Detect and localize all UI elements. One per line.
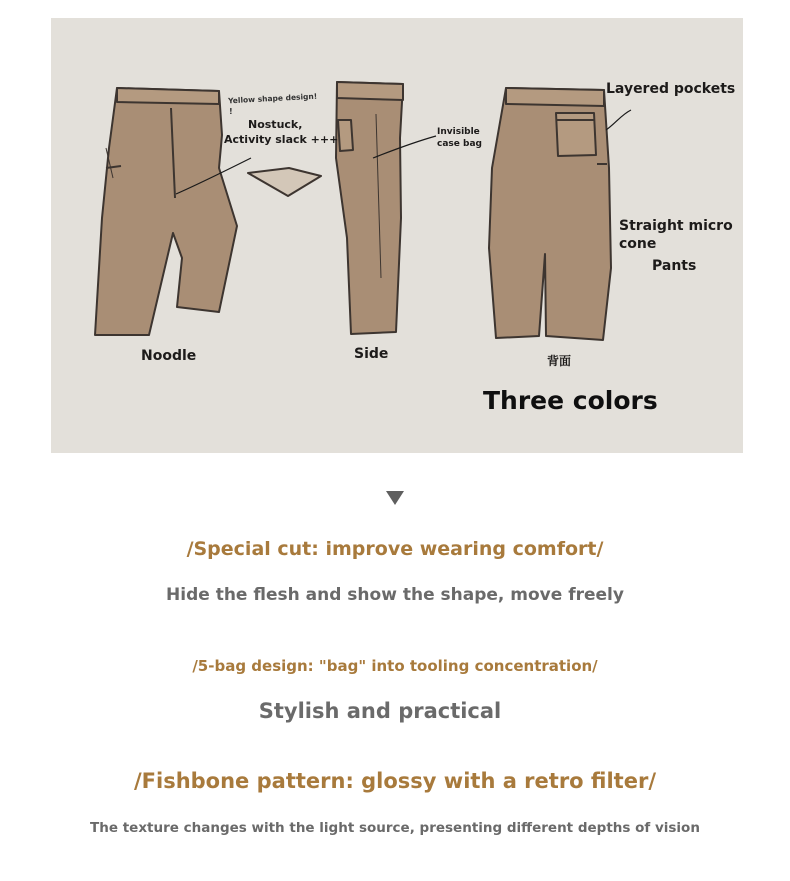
feature-subtext-fishbone: The texture changes with the light source, presenting different depths of vision: [90, 820, 700, 836]
invisible-bag-label: [437, 126, 482, 150]
side-pants-drawing: [336, 82, 403, 334]
triangle-down-icon: [386, 491, 404, 505]
straight-cone-label: [619, 217, 733, 253]
pocket-drawing: [248, 168, 321, 196]
pants-label: Pants: [652, 258, 697, 274]
straight-line-2: cone: [619, 236, 657, 252]
feature-subtext-5-bag: Stylish and practical: [258, 699, 502, 723]
feature-heading-special-cut: /Special cut: improve wearing comfort/: [186, 538, 604, 560]
nostuck-line-1: Nostuck,: [248, 118, 303, 131]
back-view-label: 背面: [547, 354, 572, 368]
exclaim-mark: !: [229, 107, 233, 116]
straight-line-1: Straight micro: [619, 218, 733, 234]
invisible-line-2: case bag: [437, 139, 482, 149]
nostuck-label: [224, 117, 338, 147]
invisible-line-1: Invisible: [437, 127, 480, 137]
three-colors-heading: Three colors: [483, 386, 658, 415]
side-view-label: Side: [354, 346, 389, 362]
layered-pockets-label: Layered pockets: [606, 81, 736, 97]
feature-heading-5-bag: /5-bag design: "bag" into tooling concentration/: [192, 657, 598, 675]
feature-subtext-special-cut: Hide the flesh and show the shape, move freely: [166, 585, 624, 605]
pocket-pointer: [606, 110, 631, 130]
pants-illustration-panel: [51, 18, 743, 453]
feature-heading-fishbone: /Fishbone pattern: glossy with a retro filter/: [133, 769, 656, 793]
yellow-note-label: Yellow shape design!: [227, 91, 318, 106]
nostuck-line-2: Activity slack +++: [224, 133, 339, 146]
front-pants-drawing: [95, 88, 237, 335]
front-view-label: Noodle: [141, 348, 197, 364]
back-pants-drawing: [489, 88, 611, 340]
